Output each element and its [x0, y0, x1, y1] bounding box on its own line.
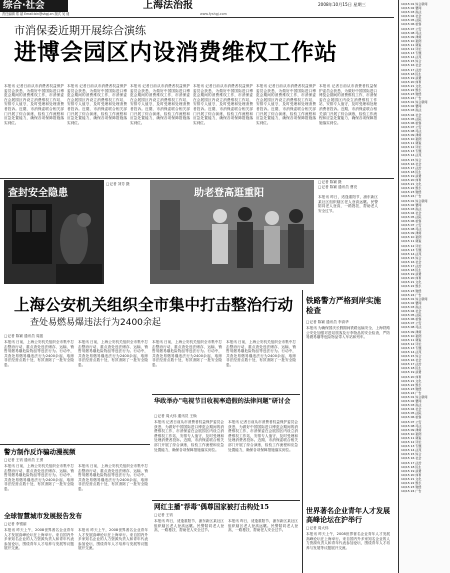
- index-row[interactable]: 10/15 23 财经: [401, 386, 422, 391]
- index-row[interactable]: 10/15 24 广告: [401, 390, 422, 395]
- lead-bottom-rule: [0, 178, 394, 179]
- main-body-col3: 本报讯 日前，上海公安机关组织全市集中打击整治行动，重点查处违法储存、运输、销售易燃易爆危险物品等违法行为。行动中，共查处易燃易爆违法行为2400余起，取缔非法经营点数十处，有效消除了一批安全隐患。: [152, 340, 222, 367]
- index-rows: [399, 0, 450, 493]
- lead-body-col2: 本报讯 记者日前从市消费者权益保护委员会获悉，为做好中国国际进口博览会期间的消费维权工作，市消保委在会展园区内设立消费维权工作站，安排专人值守，及时受理和处理消费者投诉。近期，市消保委联合相关部门开展了综合演练，检验工作流程和应急处置能力，确保各项保障措施落实到位。: [67, 84, 127, 125]
- index-row[interactable]: 10/15 13 专题: [401, 345, 422, 350]
- index-row[interactable]: 10/15 20 体育: [401, 178, 422, 183]
- editor-line: 责任编辑 郑 斌 Email:bin@shgj.cn 版式 吴 迪: [2, 11, 70, 16]
- lead-body-col4: 本报讯 记者日前从市消费者权益保护委员会获悉，为做好中国国际进口博览会期间的消费维权工作，市消保委在会展园区内设立消费维权工作站，安排专人值守，及时受理和处理消费者投诉。近期，市消保委联合相关部门开展了综合演练，检验工作流程和应急处置能力，确保各项保障措施落实到位。: [193, 84, 253, 125]
- index-row[interactable]: 10/15 09 律师: [401, 329, 422, 334]
- bottom-center-rule-2: [152, 500, 300, 501]
- index-row[interactable]: 10/15 24 广告: [401, 489, 422, 494]
- main-body-col4: 本报讯 日前，上海公安机关组织全市集中打击整治行动，重点查处违法储存、运输、销售易燃易爆危险物品等违法行为。行动中，共查处易燃易爆违法行为2400余起，取缔非法经营点数十处，有效消除了一批安全隐患。: [226, 340, 296, 367]
- sidebar-blurb-byline: □记者 陈颖 通讯员 曹亮: [318, 185, 358, 189]
- index-row[interactable]: 10/15 09 律师: [401, 34, 422, 39]
- index-row[interactable]: 10/15 11 调查: [401, 141, 422, 146]
- index-row[interactable]: 10/15 22 娱乐: [401, 186, 422, 191]
- index-row[interactable]: 10/15 11 调查: [401, 42, 422, 47]
- index-row[interactable]: 10/15 22 娱乐: [401, 382, 422, 387]
- index-row[interactable]: 10/15 06 检察: [401, 120, 422, 125]
- lead-body-col6: 本报讯 记者日前从市消费者权益保护委员会获悉，为做好中国国际进口博览会期间的消费维权工作，市消保委在会展园区内设立消费维权工作站，安排专人值守，及时受理和处理消费者投诉。近期，市消保委联合相关部门开展了综合演练，检验工作流程和应急处置能力，确保各项保障措施落实到位。: [319, 84, 377, 125]
- index-row[interactable]: 10/15 19 消费: [401, 173, 422, 178]
- bottom-left-headline-1: 警方制作反诈骗动漫视频: [4, 448, 76, 456]
- bottom-left-body-2b: 本报讯 昨天上午，2008世界著名企业青年人才发展高峰论坛在上海举行。来自国内外多家知名企业的人力资源负责人和青年代表参加论坛，围绕青年人才培养与发展等议题展开交流。: [78, 528, 148, 551]
- index-row[interactable]: 10/15 05 法院: [401, 214, 422, 219]
- index-row[interactable]: 10/15 22 娱乐: [401, 87, 422, 92]
- section-label: 综合·社会: [3, 0, 45, 11]
- index-row[interactable]: 10/15 16 社会: [401, 358, 422, 363]
- index-row[interactable]: 10/15 23 财经: [401, 288, 422, 293]
- index-row[interactable]: 10/15 10 案例: [401, 235, 422, 240]
- index-row[interactable]: 10/15 24 广告: [401, 96, 422, 101]
- index-row[interactable]: 10/15 21 文化: [401, 378, 422, 383]
- masthead-rule: [0, 17, 394, 18]
- index-row[interactable]: 10/15 24 广告: [401, 194, 422, 199]
- index-row[interactable]: 10/15 11 调查: [401, 337, 422, 342]
- index-row[interactable]: 10/15 20 体育: [401, 276, 422, 281]
- main-body-col1: 本报讯 日前，上海公安机关组织全市集中打击整治行动，重点查处违法储存、运输、销售易燃易爆危险物品等违法行为。行动中，共查处易燃易爆违法行为2400余起，取缔非法经营点数十处，有效消除了一批安全隐患。: [4, 340, 74, 367]
- index-row[interactable]: 10/15 17 法治: [401, 460, 422, 465]
- index-row[interactable]: 10/15 03 政法: [401, 403, 422, 408]
- masthead: [0, 0, 396, 16]
- index-row[interactable]: 10/15 19 消费: [401, 468, 422, 473]
- index-row[interactable]: 10/15 17 法治: [401, 362, 422, 367]
- sidebar-blurb-credit: □记者 陈颖 摄: [318, 180, 342, 184]
- index-row[interactable]: 10/15 18 民生: [401, 169, 422, 174]
- photo-left: [4, 180, 104, 284]
- index-row[interactable]: 10/15 05 法院: [401, 313, 422, 318]
- sidebar-blurb: [318, 180, 378, 290]
- main-body-col2: 本报讯 日前，上海公安机关组织全市集中打击整治行动，重点查处违法储存、运输、销售易燃易爆危险物品等违法行为。行动中，共查处易燃易爆违法行为2400余起，取缔非法经营点数十处，有效消除了一批安全隐患。: [78, 340, 148, 367]
- right-bottom-headline: 世界著名企业青年人才发展高峰论坛在沪举行: [306, 506, 390, 524]
- index-row[interactable]: 10/15 03 政法: [401, 108, 422, 113]
- index-row[interactable]: 10/15 16 社会: [401, 456, 422, 461]
- index-row[interactable]: 10/15 09 律师: [401, 427, 422, 432]
- index-row[interactable]: 10/15 13 专题: [401, 51, 422, 56]
- index-row[interactable]: 10/15 02 要闻: [401, 399, 422, 404]
- index-row[interactable]: 10/15 15 综合: [401, 59, 422, 64]
- index-row[interactable]: 10/15 08 司法: [401, 423, 422, 428]
- index-row[interactable]: 10/15 11 调查: [401, 435, 422, 440]
- index-row[interactable]: 10/15 16 社会: [401, 63, 422, 68]
- index-row[interactable]: 10/15 12 评论: [401, 341, 422, 346]
- index-row[interactable]: 10/15 04 社会: [401, 309, 422, 314]
- index-row[interactable]: 10/15 01 综合新闻: [401, 100, 428, 105]
- index-row[interactable]: 10/15 16 社会: [401, 161, 422, 166]
- index-row[interactable]: 10/15 07 公安: [401, 321, 422, 326]
- photo-left-caption: 查封安全隐患: [8, 188, 68, 199]
- paper-name: 上海法治报: [143, 0, 193, 11]
- index-row[interactable]: 10/15 12 评论: [401, 243, 422, 248]
- index-row[interactable]: 10/15 15 综合: [401, 255, 422, 260]
- lead-headline: 进博会园区内设消费维权工作站: [14, 40, 338, 66]
- index-row[interactable]: 10/15 07 公安: [401, 223, 422, 228]
- index-row[interactable]: 10/15 23 财经: [401, 92, 422, 97]
- index-row[interactable]: 10/15 04 社会: [401, 14, 422, 19]
- index-row[interactable]: 10/15 13 专题: [401, 444, 422, 449]
- main-subhead: 查处易燃易爆违法行为2400余起: [30, 318, 161, 328]
- bottom-center-headline-2: 网红主播"荐毒"偶尊国家被打击构处15: [154, 503, 269, 511]
- index-row[interactable]: 10/15 02 要闻: [401, 6, 422, 11]
- index-row[interactable]: 10/15 07 公安: [401, 419, 422, 424]
- index-row[interactable]: 10/15 23 财经: [401, 485, 422, 490]
- index-row[interactable]: 10/15 21 文化: [401, 83, 422, 88]
- bottom-center-byline-1: □记者 周大伟 通讯员 王焕: [154, 414, 197, 418]
- site-url[interactable]: www.fyshgj.com: [200, 12, 227, 16]
- bottom-center-headline-1: 华政举办"电视节目收视率造假的法律问题"研讨会: [154, 398, 291, 405]
- date-line: 2008年10月15日 星期三: [318, 2, 366, 7]
- index-row[interactable]: 10/15 18 民生: [401, 268, 422, 273]
- bottom-left-body-1b: 本报讯 日前，上海公安机关组织全市集中打击整治行动，重点查处违法储存、运输、销售易燃易爆危险物品等违法行为。行动中，共查处易燃易爆违法行为2400余起，取缔非法经营点数十处，有效消除了一批安全隐患。: [78, 464, 148, 491]
- index-row[interactable]: 10/15 19 消费: [401, 370, 422, 375]
- index-row[interactable]: 10/15 08 司法: [401, 325, 422, 330]
- index-row[interactable]: 10/15 12 评论: [401, 47, 422, 52]
- index-row[interactable]: 10/15 15 综合: [401, 452, 422, 457]
- index-row[interactable]: 10/15 23 财经: [401, 190, 422, 195]
- index-row[interactable]: 10/15 17 法治: [401, 67, 422, 72]
- index-row[interactable]: 10/15 01 综合新闻: [401, 395, 428, 399]
- right-top-body: 本报讯 为确保国庆长假期间铁路运输安全，上海铁路公安处加强对进站旅客及行李物品的安全检查，严防易燃易爆等危险物品带入车站和列车。: [306, 326, 390, 340]
- index-row[interactable]: 10/15 20 体育: [401, 79, 422, 84]
- index-row[interactable]: 10/15 01 综合新闻: [401, 296, 428, 301]
- index-row[interactable]: 10/15 17 法治: [401, 264, 422, 268]
- index-row[interactable]: 10/15 06 检察: [401, 22, 422, 27]
- index-row[interactable]: 10/15 14 法苑: [401, 153, 422, 158]
- index-row[interactable]: 10/15 09 律师: [401, 231, 422, 236]
- index-row[interactable]: 10/15 14 法苑: [401, 251, 422, 256]
- index-row[interactable]: 10/15 14 法苑: [401, 448, 422, 453]
- index-row[interactable]: 10/15 04 社会: [401, 407, 422, 412]
- lead-body-col1: 本报讯 记者日前从市消费者权益保护委员会获悉，为做好中国国际进口博览会期间的消费维权工作，市消保委在会展园区内设立消费维权工作站，安排专人值守，及时受理和处理消费者投诉。近期，市消保委联合相关部门开展了综合演练，检验工作流程和应急处置能力，确保各项保障措施落实到位。: [4, 84, 64, 125]
- index-row[interactable]: 10/15 21 文化: [401, 182, 422, 187]
- index-row[interactable]: 10/15 20 体育: [401, 374, 422, 379]
- index-row[interactable]: 10/15 12 评论: [401, 145, 422, 150]
- lead-kicker: 市消保委近期开展综合演练: [14, 24, 146, 37]
- index-row[interactable]: 10/15 04 社会: [401, 112, 422, 117]
- index-row[interactable]: 10/15 08 司法: [401, 128, 422, 133]
- index-row[interactable]: 10/15 13 专题: [401, 247, 422, 252]
- index-row[interactable]: 10/15 21 文化: [401, 476, 422, 481]
- right-divider: [302, 290, 303, 573]
- index-row[interactable]: 10/15 09 律师: [401, 133, 422, 137]
- index-row[interactable]: 10/15 10 案例: [401, 333, 422, 338]
- index-row[interactable]: 10/15 01 综合新闻: [401, 2, 428, 6]
- index-row[interactable]: 10/15 18 民生: [401, 71, 422, 76]
- index-row[interactable]: 10/15 19 消费: [401, 75, 422, 80]
- index-row[interactable]: 10/15 02 要闻: [401, 202, 422, 207]
- bottom-left-byline-1: □记者 王钧 通讯员 王勇: [4, 458, 44, 462]
- index-row[interactable]: 10/15 18 民生: [401, 464, 422, 469]
- index-row[interactable]: 10/15 22 娱乐: [401, 480, 422, 485]
- index-row[interactable]: 10/15 05 法院: [401, 411, 422, 416]
- bottom-center-byline-2: □记者 王钧: [154, 513, 173, 517]
- sidebar-blurb-body: 本报讯 昨日，适逢重阳节，浦东新区某社区组织辖区老人登高远眺。民警陪同老人登高，一路搀扶，帮助老人安全过节。: [318, 195, 378, 213]
- main-headline: 上海公安机关组织全市集中打击整治行动: [14, 295, 294, 314]
- lead-body-col5: 本报讯 记者日前从市消费者权益保护委员会获悉，为做好中国国际进口博览会期间的消费维权工作，市消保委在会展园区内设立消费维权工作站，安排专人值守，及时受理和处理消费者投诉。近期，市消保委联合相关部门开展了综合演练，检验工作流程和应急处置能力，确保各项保障措施落实到位。: [256, 84, 316, 125]
- index-row[interactable]: 10/15 06 检察: [401, 317, 422, 322]
- photo-right-caption: 助老登高逛重阳: [194, 188, 264, 199]
- index-row[interactable]: 10/15 07 公安: [401, 124, 422, 129]
- index-row[interactable]: 10/15 14 法苑: [401, 55, 422, 60]
- index-row[interactable]: 10/15 14 法苑: [401, 349, 422, 354]
- photo-left-credit: □记者 刘芳 摄: [106, 182, 130, 186]
- index-row[interactable]: 10/15 21 文化: [401, 280, 422, 285]
- bottom-center-body-1b: 本报讯 记者日前从市消费者权益保护委员会获悉，为做好中国国际进口博览会期间的消费维权工作，市消保委在会展园区内设立消费维权工作站，安排专人值守，及时受理和处理消费者投诉。近期，市消保委联合相关部门开展了综合演练，检验工作流程和应急处置能力，确保各项保障措施落实到位。: [228, 420, 298, 452]
- index-row[interactable]: 10/15 07 公安: [401, 26, 422, 31]
- index-row[interactable]: 10/15 08 司法: [401, 227, 422, 232]
- bottom-left-headline-2: 全球智慧城市发展报告发布: [4, 512, 82, 520]
- index-row[interactable]: 10/15 15 综合: [401, 157, 422, 162]
- bottom-center-body-1a: 本报讯 记者日前从市消费者权益保护委员会获悉，为做好中国国际进口博览会期间的消费维权工作，市消保委在会展园区内设立消费维权工作站，安排专人值守，及时受理和处理消费者投诉。近期，市消保委联合相关部门开展了综合演练，检验工作流程和应急处置能力，确保各项保障措施落实到位。: [154, 420, 224, 452]
- index-row[interactable]: 10/15 04 社会: [401, 210, 422, 215]
- index-row[interactable]: 10/15 03 政法: [401, 206, 422, 211]
- main-byline: □记者 陈颖 通讯员 周振: [4, 334, 44, 338]
- photo-right: [150, 180, 314, 284]
- index-row[interactable]: 10/15 02 要闻: [401, 300, 422, 305]
- right-top-byline: □记者 陈颖 通讯员 李高华: [306, 320, 349, 324]
- lead-body-col3: 本报讯 记者日前从市消费者权益保护委员会获悉，为做好中国国际进口博览会期间的消费维权工作，市消保委在会展园区内设立消费维权工作站，安排专人值守，及时受理和处理消费者投诉。近期，市消保委联合相关部门开展了综合演练，检验工作流程和应急处置能力，确保各项保障措施落实到位。: [130, 84, 190, 125]
- index-row[interactable]: 10/15 06 检察: [401, 415, 422, 420]
- index-row[interactable]: 10/15 13 专题: [401, 149, 422, 154]
- bottom-left-rule: [0, 444, 150, 445]
- index-row[interactable]: 10/15 16 社会: [401, 259, 422, 264]
- right-bottom-body: 本报讯 昨天上午，2008世界著名企业青年人才发展高峰论坛在上海举行。来自国内外多家知名企业的人力资源负责人和青年代表参加论坛，围绕青年人才培养与发展等议题展开交流。: [306, 532, 390, 550]
- index-row[interactable]: 10/15 08 司法: [401, 30, 422, 35]
- index-row[interactable]: 10/15 15 综合: [401, 354, 422, 359]
- index-row[interactable]: 10/15 12 评论: [401, 440, 422, 445]
- index-row[interactable]: 10/15 05 法院: [401, 18, 422, 23]
- bottom-left-body-2: 本报讯 昨天上午，2008世界著名企业青年人才发展高峰论坛在上海举行。来自国内外多家知名企业的人力资源负责人和青年代表参加论坛，围绕青年人才培养与发展等议题展开交流。: [4, 528, 74, 551]
- bottom-center-body-2a: 本报讯 昨日，适逢重阳节，浦东新区某社区组织辖区老人登高远眺。民警陪同老人登高，一路搀扶，帮助老人安全过节。: [154, 519, 224, 533]
- index-row[interactable]: 10/15 24 广告: [401, 292, 422, 297]
- index-row[interactable]: 10/15 06 检察: [401, 218, 422, 223]
- index-row[interactable]: 10/15 05 法院: [401, 116, 422, 121]
- index-column: [398, 0, 450, 573]
- bottom-center-body-2b: 本报讯 昨日，适逢重阳节，浦东新区某社区组织辖区老人登高远眺。民警陪同老人登高，一路搀扶，帮助老人安全过节。: [228, 519, 298, 533]
- index-row[interactable]: 10/15 10 案例: [401, 431, 422, 436]
- index-row[interactable]: 10/15 03 政法: [401, 10, 422, 15]
- bottom-left-byline-2: □记者 李银丽: [4, 522, 27, 526]
- index-row[interactable]: 10/15 03 政法: [401, 304, 422, 309]
- right-top-headline: 铁路警方严格到岸实施检查: [306, 296, 381, 315]
- bottom-center-rule: [152, 394, 300, 395]
- index-row[interactable]: 10/15 10 案例: [401, 137, 422, 142]
- index-row[interactable]: 10/15 10 案例: [401, 38, 422, 43]
- index-row[interactable]: 10/15 22 娱乐: [401, 284, 422, 289]
- index-row[interactable]: 10/15 18 民生: [401, 366, 422, 371]
- index-row[interactable]: 10/15 19 消费: [401, 272, 422, 277]
- index-row[interactable]: 10/15 20 体育: [401, 472, 422, 477]
- index-row[interactable]: 10/15 17 法治: [401, 165, 422, 170]
- index-row[interactable]: 10/15 02 要闻: [401, 104, 422, 109]
- index-row[interactable]: 10/15 01 综合新闻: [401, 198, 428, 203]
- index-row[interactable]: 10/15 11 调查: [401, 239, 422, 244]
- right-bottom-byline: □记者 周大伟: [306, 526, 329, 530]
- bottom-left-body-1: 本报讯 日前，上海公安机关组织全市集中打击整治行动，重点查处违法储存、运输、销售易燃易爆危险物品等违法行为。行动中，共查处易燃易爆违法行为2400余起，取缔非法经营点数十处，有效消除了一批安全隐患。: [4, 464, 74, 491]
